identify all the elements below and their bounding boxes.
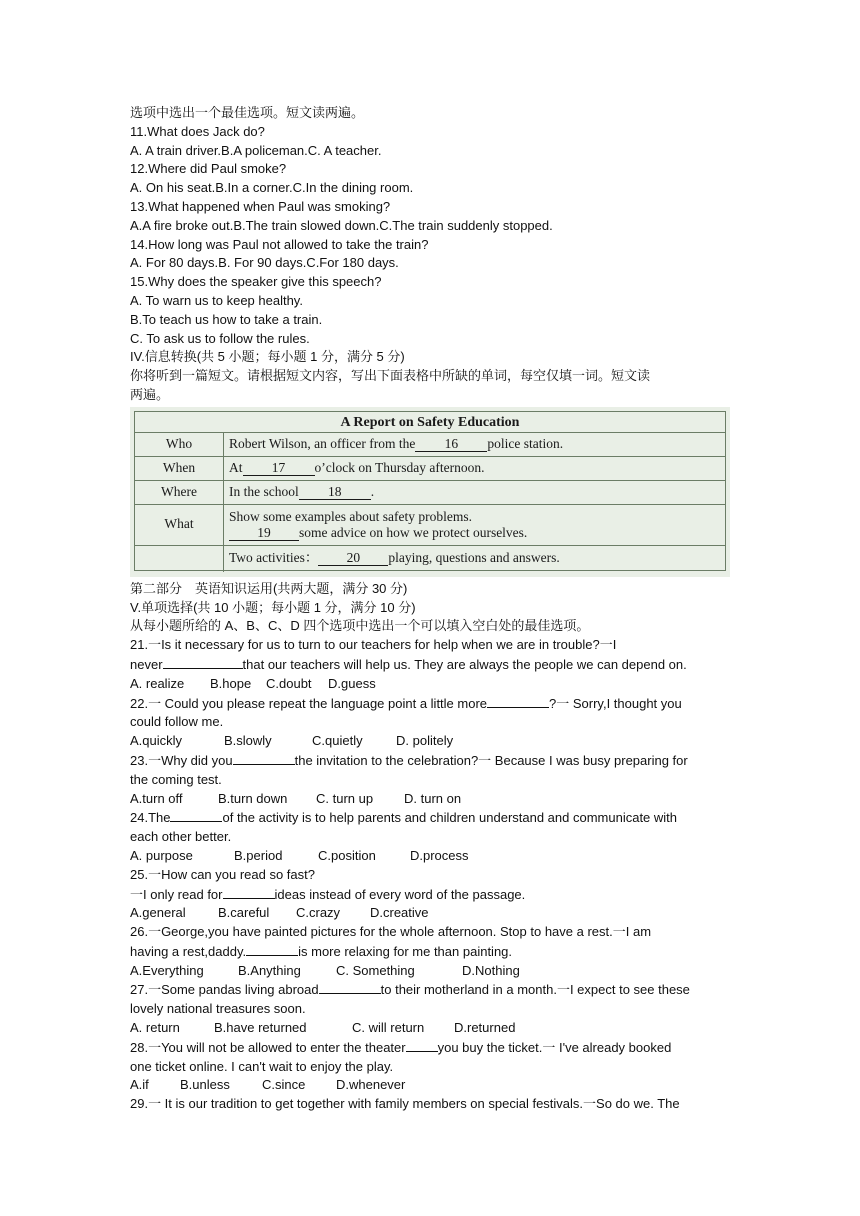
question-28-options bbox=[130, 1076, 730, 1095]
q27-blank bbox=[319, 980, 381, 994]
q26-option-c: C. Something bbox=[336, 962, 415, 978]
question-23-options bbox=[130, 790, 730, 809]
safety-report-table bbox=[130, 407, 730, 577]
activities-text-end: playing, questions and answers. bbox=[388, 549, 560, 565]
question-26: 26.一George,you have painted pictures for the whole afternoon. Stop to have a rest.一I am bbox=[130, 924, 652, 940]
question-13-options: A.A fire broke out.B.The train slowed down.C.The train suddenly stopped. bbox=[130, 217, 553, 233]
q21-option-b: B.hope bbox=[210, 675, 252, 691]
table-row-when bbox=[134, 457, 726, 481]
q24-option-d: D.process bbox=[410, 847, 469, 863]
q25-option-a: A.general bbox=[130, 905, 186, 921]
q25-option-b: B.careful bbox=[218, 905, 270, 921]
q22-option-d: D. politely bbox=[396, 733, 454, 749]
q21-option-c: C.doubt bbox=[266, 675, 312, 691]
question-15-option-a: A. To warn us to keep healthy. bbox=[130, 292, 303, 308]
question-22-options bbox=[130, 732, 730, 751]
q26-blank bbox=[246, 942, 298, 956]
what-line-2: some advice on how we protect ourselves. bbox=[299, 524, 528, 540]
q28-option-c: C.since bbox=[262, 1077, 306, 1093]
question-26-options bbox=[130, 962, 730, 981]
q21-text-end: that our teachers will help us. They are always the people we can depend on. bbox=[242, 656, 687, 672]
who-text-end: police station. bbox=[487, 436, 564, 452]
section4-heading: IV.信息转换(共 5 小题；每小题 1 分，满分 5 分) bbox=[130, 349, 405, 365]
table-value-activities bbox=[229, 545, 721, 571]
table-key-who: Who bbox=[135, 433, 224, 456]
when-text: At bbox=[229, 460, 243, 476]
q24-option-c: C.position bbox=[318, 847, 376, 863]
table-key-when: When bbox=[135, 457, 224, 480]
q27-option-c: C. will return bbox=[352, 1020, 425, 1036]
section3-intro: 选项中选出一个最佳选项。短文读两遍。 bbox=[130, 105, 365, 120]
where-text-end: . bbox=[370, 484, 375, 500]
q22-option-a: A.quickly bbox=[130, 733, 183, 749]
question-21: 21.一Is it necessary for us to turn to our teachers for help when we are in trouble?一I bbox=[130, 637, 617, 653]
q28-option-d: D.whenever bbox=[336, 1077, 406, 1093]
table-row-who bbox=[134, 433, 726, 457]
table-value-who bbox=[229, 433, 721, 456]
q26-option-b: B.Anything bbox=[238, 962, 301, 978]
question-28-cont: one ticket online. I can't wait to enjoy the play. bbox=[130, 1058, 394, 1074]
document-page bbox=[130, 104, 730, 1114]
q24-text-end: of the activity is to help parents and children understand and communicate with bbox=[222, 810, 678, 826]
q26-option-a: A.Everything bbox=[130, 962, 204, 978]
when-text-end: o’clock on Thursday afternoon. bbox=[314, 460, 485, 476]
blank-16: 16 bbox=[415, 437, 487, 452]
question-27-options bbox=[130, 1019, 730, 1038]
q22-blank bbox=[487, 694, 549, 708]
q25-text: 一I only read for bbox=[130, 886, 223, 902]
what-line-1: Show some examples about safety problems. bbox=[229, 508, 472, 524]
question-26-cont bbox=[130, 942, 730, 962]
question-14-options: A. For 80 days.B. For 90 days.C.For 180 days. bbox=[130, 255, 399, 271]
section4-instruction: 你将听到一篇短文。请根据短文内容，写出下面表格中所缺的单词，每空仅填一词。短文读 bbox=[130, 368, 651, 384]
q27-text: 27.一Some pandas living abroad bbox=[130, 982, 319, 998]
question-23-cont: the coming test. bbox=[130, 771, 222, 787]
blank-17: 17 bbox=[243, 461, 315, 476]
question-12: 12.Where did Paul smoke? bbox=[130, 161, 287, 177]
question-22-cont: could follow me. bbox=[130, 714, 224, 730]
q23-option-c: C. turn up bbox=[316, 790, 374, 806]
question-24-cont: each other better. bbox=[130, 829, 232, 845]
where-text: In the school bbox=[229, 484, 299, 500]
table-row-what bbox=[134, 505, 726, 571]
who-text: Robert Wilson, an officer from the bbox=[229, 436, 416, 452]
q24-option-a: A. purpose bbox=[130, 847, 193, 863]
q25-blank bbox=[223, 885, 275, 899]
q21-text: never bbox=[130, 656, 163, 672]
q23-option-b: B.turn down bbox=[218, 790, 288, 806]
table-key-empty bbox=[135, 545, 224, 572]
q22-text-end: ?一 Sorry,I thought you bbox=[549, 695, 682, 711]
question-27-cont: lovely national treasures soon. bbox=[130, 1001, 306, 1017]
q28-option-b: B.unless bbox=[180, 1077, 230, 1093]
question-11-options: A. A train driver.B.A policeman.C. A teacher. bbox=[130, 142, 382, 158]
q23-blank bbox=[233, 751, 295, 765]
section5-heading: V.单项选择(共 10 小题；每小题 1 分，满分 10 分) bbox=[130, 599, 416, 615]
q23-option-a: A.turn off bbox=[130, 790, 183, 806]
question-25-cont bbox=[130, 885, 730, 905]
q26-option-d: D.Nothing bbox=[462, 962, 520, 978]
question-15: 15.Why does the speaker give this speech? bbox=[130, 274, 382, 290]
q28-option-a: A.if bbox=[130, 1077, 149, 1093]
table-title: A Report on Safety Education bbox=[134, 411, 726, 433]
table-key-what: What bbox=[135, 505, 224, 545]
part2-heading: 第二部分 英语知识运用(共两大题，满分 30 分) bbox=[130, 580, 408, 596]
q24-blank bbox=[170, 808, 222, 822]
question-11: 11.What does Jack do? bbox=[130, 123, 265, 139]
table-row-where bbox=[134, 481, 726, 505]
q23-text-end: the invitation to the celebration?一 Because I was busy preparing for bbox=[294, 752, 688, 768]
q21-option-d: D.guess bbox=[328, 675, 376, 691]
q27-option-b: B.have returned bbox=[214, 1020, 307, 1036]
question-12-options: A. On his seat.B.In a corner.C.In the dining room. bbox=[130, 180, 414, 196]
q24-text: 24.The bbox=[130, 810, 171, 826]
q28-text: 28.一You will not be allowed to enter the theater bbox=[130, 1039, 406, 1055]
question-29: 29.一 It is our tradition to get together with family members on special festivals.一So do we. The bbox=[130, 1096, 680, 1112]
question-15-option-c: C. To ask us to follow the rules. bbox=[130, 330, 310, 346]
q21-blank bbox=[163, 655, 243, 669]
question-24 bbox=[130, 808, 730, 828]
activities-text: Two activities： bbox=[229, 549, 319, 565]
blank-18: 18 bbox=[299, 485, 371, 500]
q24-option-b: B.period bbox=[234, 847, 283, 863]
q25-text-end: ideas instead of every word of the passage. bbox=[274, 886, 526, 902]
q27-option-d: D.returned bbox=[454, 1020, 516, 1036]
question-14: 14.How long was Paul not allowed to take the train? bbox=[130, 236, 429, 252]
question-25: 25.一How can you read so fast? bbox=[130, 866, 315, 882]
q23-text: 23.一Why did you bbox=[130, 752, 233, 768]
q22-option-b: B.slowly bbox=[224, 733, 272, 749]
question-21-options bbox=[130, 675, 730, 694]
question-25-options bbox=[130, 904, 730, 923]
table-key-where: Where bbox=[135, 481, 224, 504]
section5-instruction: 从每小题所给的 A、B、C、D 四个选项中选出一个可以填入空白处的最佳选项。 bbox=[130, 618, 590, 634]
q25-option-c: C.crazy bbox=[296, 905, 341, 921]
question-24-options bbox=[130, 847, 730, 866]
question-22 bbox=[130, 694, 730, 714]
blank-20: 20 bbox=[318, 551, 388, 566]
table-value-where bbox=[229, 481, 721, 504]
q27-text-end: to their motherland in a month.一I expect to see these bbox=[380, 982, 690, 998]
question-15-option-b: B.To teach us how to take a train. bbox=[130, 311, 323, 327]
section4-instruction-cont: 两遍。 bbox=[130, 386, 170, 402]
question-23 bbox=[130, 751, 730, 771]
q28-blank bbox=[406, 1038, 438, 1052]
table-value-what bbox=[229, 505, 721, 545]
q23-option-d: D. turn on bbox=[404, 790, 462, 806]
question-21-cont bbox=[130, 655, 730, 675]
q22-option-c: C.quietly bbox=[312, 733, 363, 749]
q21-option-a: A. realize bbox=[130, 675, 185, 691]
question-28 bbox=[130, 1038, 730, 1058]
question-27 bbox=[130, 980, 730, 1000]
blank-19: 19 bbox=[229, 526, 299, 541]
q28-text-end: you buy the ticket.一 I've already booked bbox=[437, 1039, 672, 1055]
q26-text-end: is more relaxing for me than painting. bbox=[298, 943, 513, 959]
q26-text: having a rest,daddy. bbox=[130, 943, 247, 959]
q22-text: 22.一 Could you please repeat the language point a little more bbox=[130, 695, 488, 711]
table-value-when bbox=[229, 457, 721, 480]
question-13: 13.What happened when Paul was smoking? bbox=[130, 198, 391, 214]
q25-option-d: D.creative bbox=[370, 905, 429, 921]
q27-option-a: A. return bbox=[130, 1020, 180, 1036]
